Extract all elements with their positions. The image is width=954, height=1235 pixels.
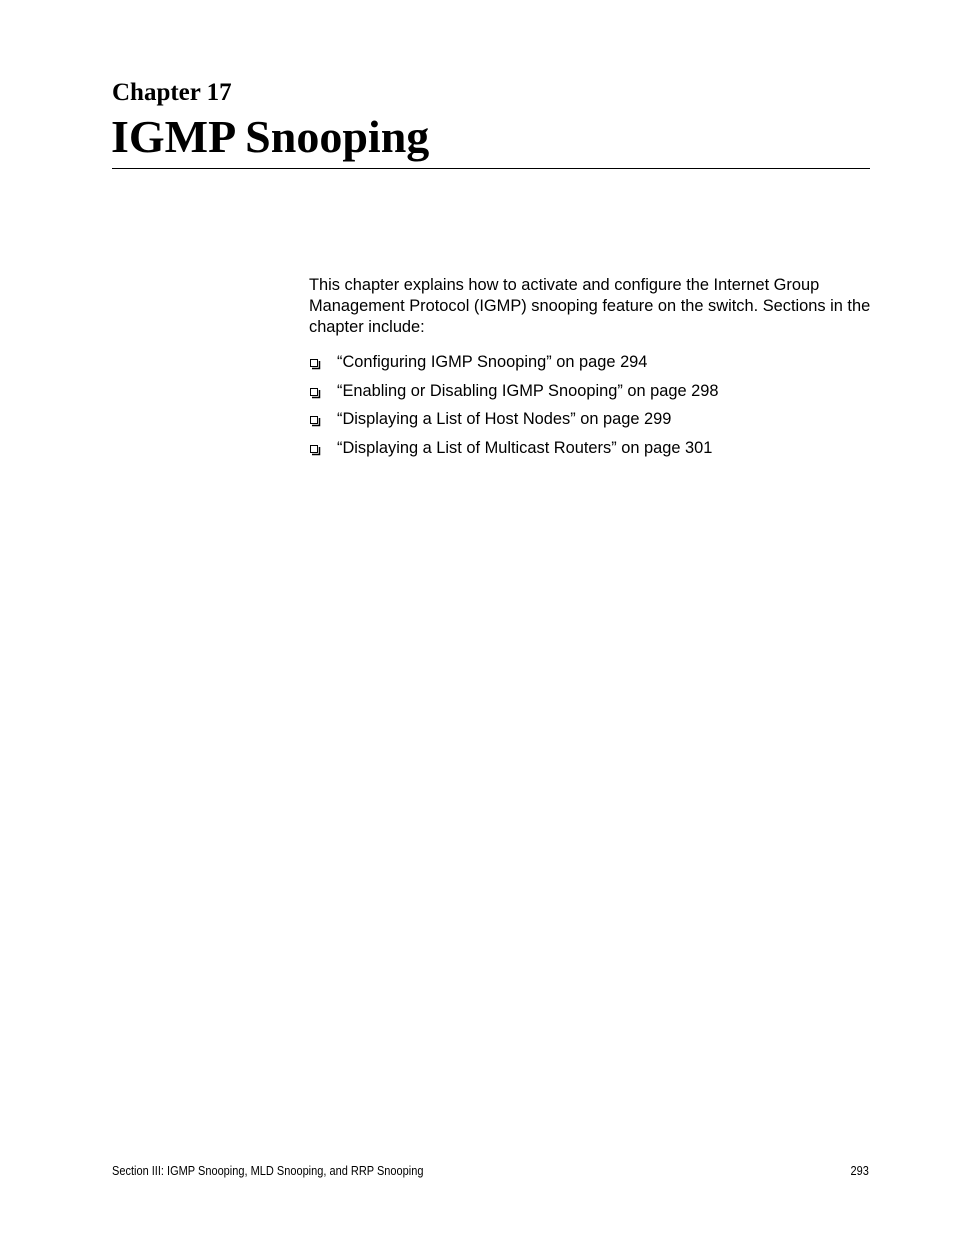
section-link[interactable]: “Displaying a List of Multicast Routers” on page 301 — [337, 438, 713, 457]
list-item[interactable] — [309, 409, 874, 438]
section-list — [309, 352, 874, 466]
checkbox-square-icon — [309, 444, 321, 456]
section-link[interactable]: “Enabling or Disabling IGMP Snooping” on page 298 — [337, 381, 719, 400]
list-item[interactable] — [309, 438, 874, 467]
list-item[interactable] — [309, 352, 874, 381]
intro-paragraph: This chapter explains how to activate and configure the Internet Group Management Protocol (IGMP) snooping feature on the switch. Sections in the chapter include: — [309, 276, 871, 336]
checkbox-square-icon — [309, 415, 321, 427]
title-divider — [112, 168, 870, 169]
checkbox-square-icon — [309, 358, 321, 370]
section-link[interactable]: “Displaying a List of Host Nodes” on page 299 — [337, 410, 672, 428]
chapter-title: IGMP Snooping — [111, 111, 430, 162]
checkbox-square-icon — [309, 387, 321, 399]
footer-section-title: Section III: IGMP Snooping, MLD Snooping, and RRP Snooping — [112, 1164, 424, 1178]
chapter-label: Chapter 17 — [112, 79, 232, 106]
list-item[interactable] — [309, 381, 874, 410]
footer-page-number: 293 — [850, 1164, 869, 1178]
section-link[interactable]: “Configuring IGMP Snooping” on page 294 — [337, 353, 648, 371]
